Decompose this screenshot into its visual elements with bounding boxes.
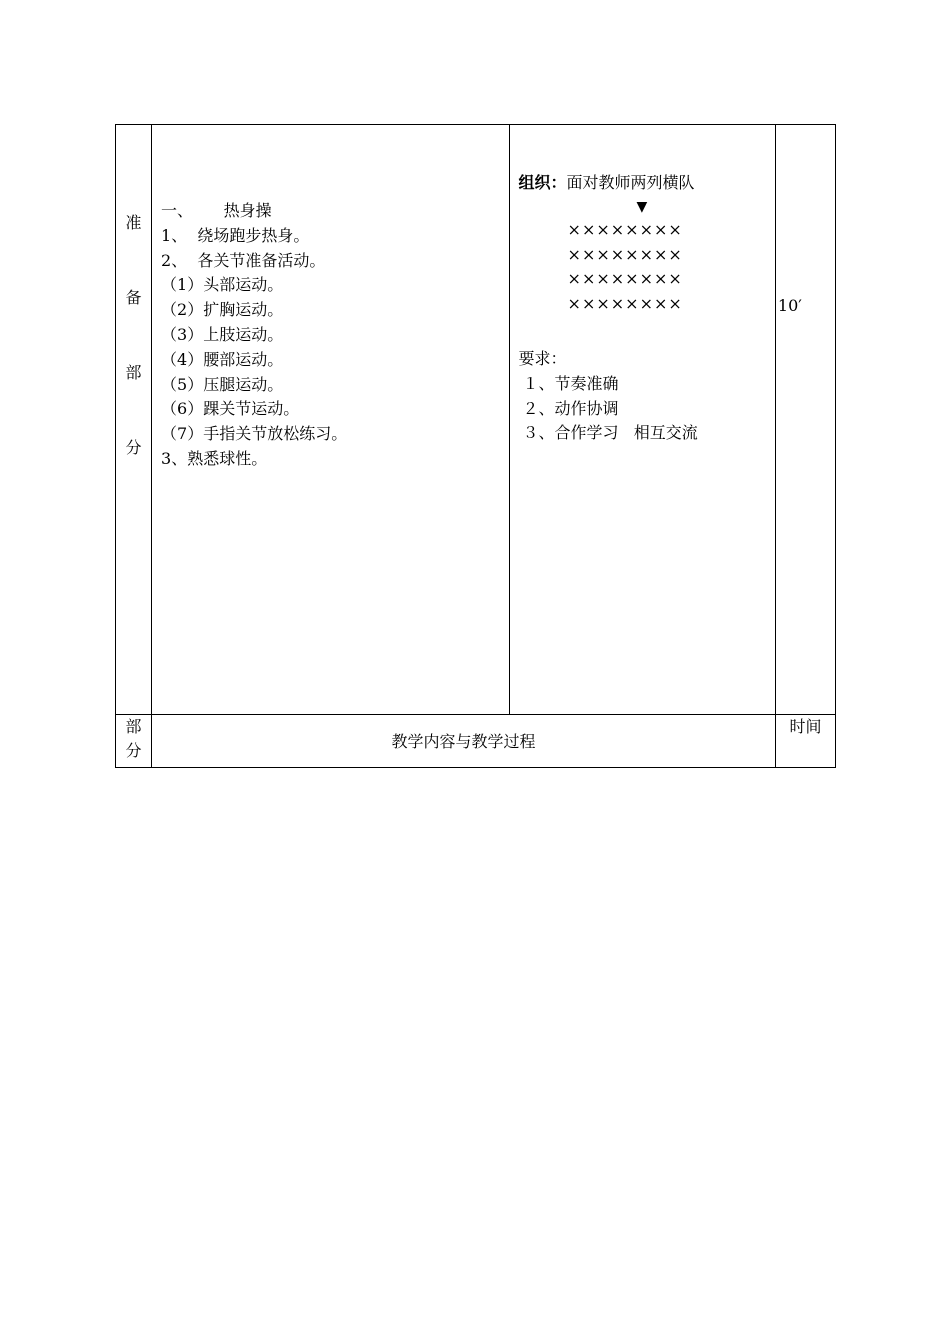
requirement-item: １、节奏准确: [522, 373, 619, 393]
requirement-item: ２、动作协调: [522, 398, 619, 418]
duration-value: 10′: [777, 296, 802, 315]
formation-row: ××××××××: [567, 219, 683, 239]
lesson-plan-table: [115, 124, 836, 768]
teacher-marker-icon: ▼: [636, 198, 648, 215]
header-part-char: 部: [125, 717, 142, 736]
header-part-cell: [116, 715, 152, 768]
header-content-cell: [152, 715, 776, 768]
content-line: （4）腰部运动。: [161, 349, 284, 369]
organization-label: 组织：: [518, 173, 567, 192]
content-line: （6）踝关节运动。: [161, 399, 300, 419]
content-line: 2、 各关节准备活动。: [161, 250, 326, 270]
part-char: 分: [125, 438, 142, 457]
header-time-label: 时间: [789, 717, 822, 736]
content-line: （7）手指关节放松练习。: [161, 424, 348, 444]
part-cell: [116, 125, 152, 715]
content-line: （2）扩胸运动。: [161, 300, 284, 320]
content-line: （3）上肢运动。: [161, 324, 284, 344]
content-line: 1、 绕场跑步热身。: [161, 225, 310, 245]
organization-title: [519, 171, 775, 196]
requirements-title: 要求：: [518, 348, 567, 368]
content-line: 3、熟悉球性。: [161, 448, 268, 468]
content-line: （1）头部运动。: [161, 275, 284, 295]
header-part-char: 分: [125, 741, 142, 760]
formation-row: ××××××××: [567, 294, 683, 314]
warmup-section-row: [116, 125, 836, 715]
header-row: [116, 715, 836, 768]
formation-row: ××××××××: [567, 244, 683, 264]
content-cell: [152, 125, 509, 715]
content-line: （5）压腿运动。: [161, 374, 284, 394]
time-cell: [775, 125, 835, 715]
part-char: 准: [125, 213, 142, 232]
organization-cell: [509, 125, 775, 715]
content-line: 一、 热身操: [161, 201, 272, 220]
organization-text: 面对教师两列横队: [566, 173, 695, 192]
formation-row: ××××××××: [567, 269, 683, 289]
header-content-label: 教学内容与教学过程: [391, 731, 536, 751]
part-char: 备: [125, 288, 142, 307]
requirement-item: ３、合作学习 相互交流: [522, 423, 698, 443]
part-char: 部: [125, 363, 142, 382]
header-time-cell: [775, 715, 835, 768]
